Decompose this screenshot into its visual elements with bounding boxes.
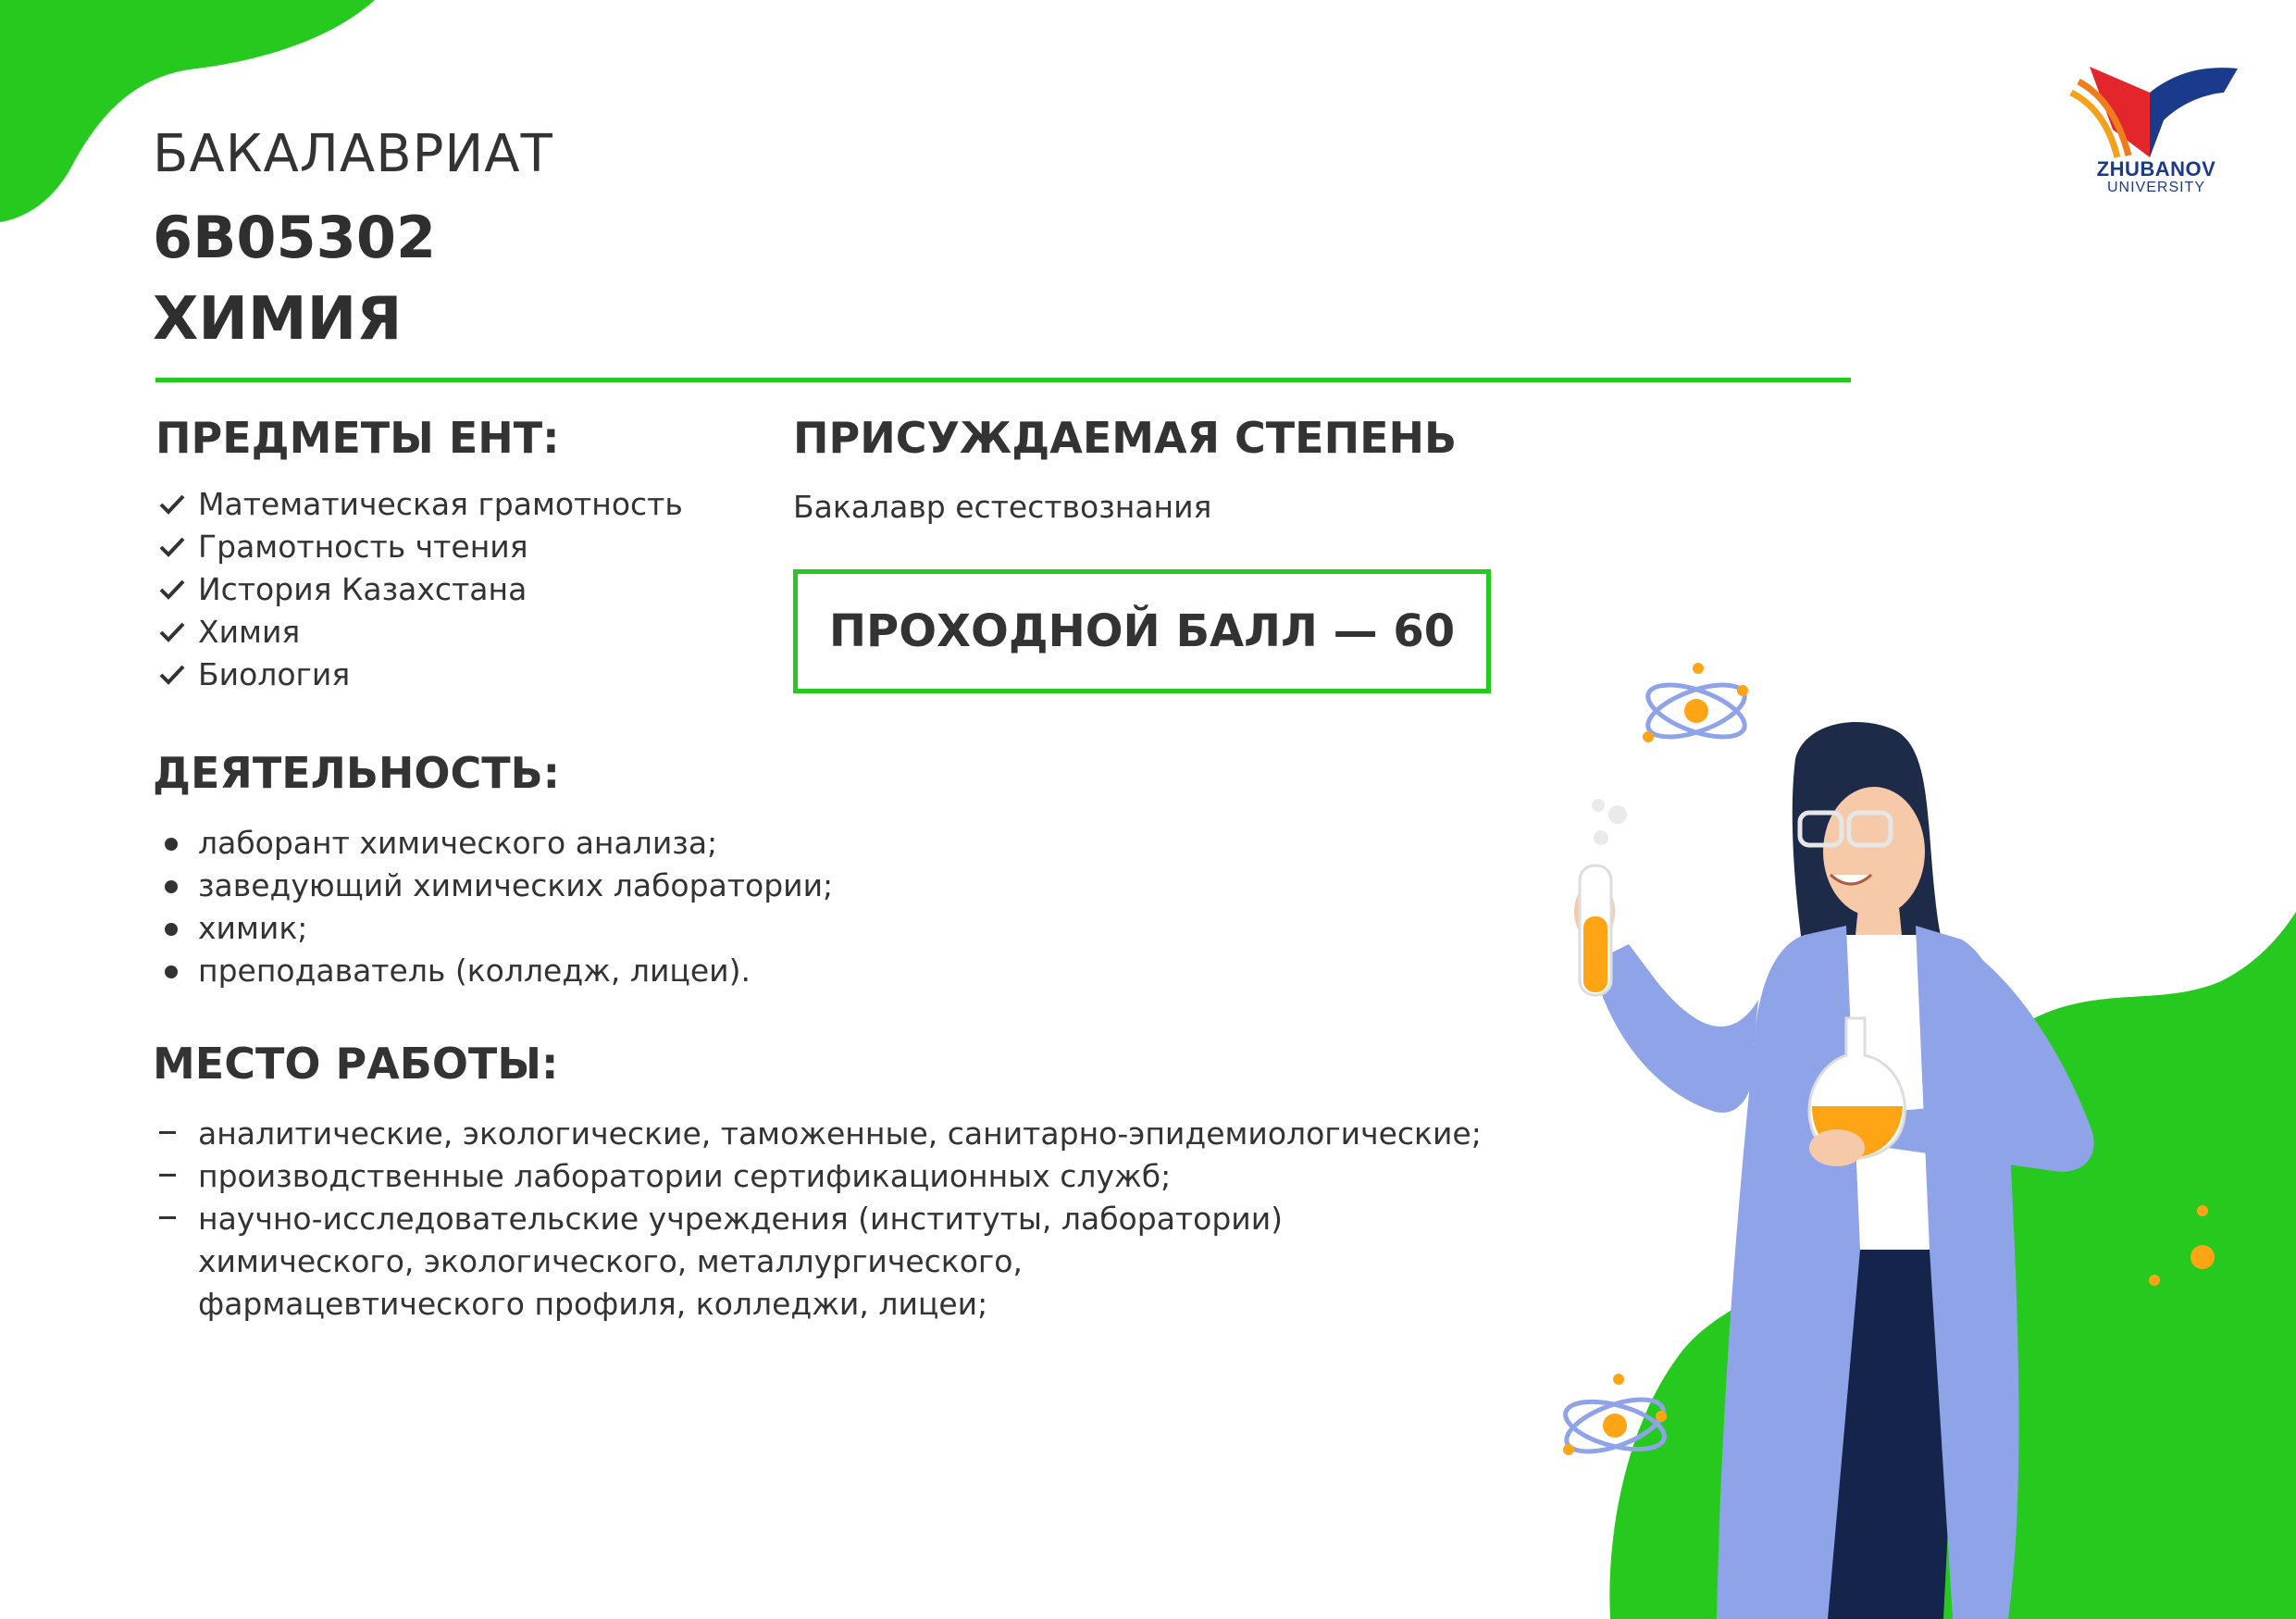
list-item xyxy=(155,1283,1482,1326)
degree-title: ПРИСУЖДАЕМАЯ СТЕПЕНЬ xyxy=(793,413,1458,463)
logo-name: ZHUBANOV xyxy=(2096,157,2216,181)
program-code: 6B05302 xyxy=(153,204,437,271)
passing-score-text: ПРОХОДНОЙ БАЛЛ — 60 xyxy=(828,605,1456,657)
logo-subtitle: UNIVERSITY xyxy=(2106,180,2205,195)
passing-score-box xyxy=(793,569,1491,693)
header-divider xyxy=(155,378,1851,382)
degree-level: БАКАЛАВРИАТ xyxy=(153,124,553,184)
ent-subject-label: Математическая грамотность xyxy=(198,486,683,522)
degree-value: Бакалавр естествознания xyxy=(793,489,1212,525)
list-item xyxy=(155,526,683,568)
list-item xyxy=(155,1155,1482,1198)
list-item xyxy=(155,1240,1482,1283)
list-item xyxy=(155,1113,1482,1155)
check-icon xyxy=(157,531,187,561)
list-item xyxy=(155,611,683,654)
list-item xyxy=(155,483,683,526)
activity-title: ДЕЯТЕЛЬНОСТЬ: xyxy=(153,748,561,798)
check-icon xyxy=(157,616,187,646)
workplace-label: химического, экологического, металлургического, xyxy=(198,1243,1023,1279)
dash-icon xyxy=(159,1174,176,1177)
activity-list xyxy=(155,822,833,992)
ent-subject-label: Химия xyxy=(198,614,301,650)
list-item xyxy=(155,822,833,865)
check-icon xyxy=(157,574,187,604)
bullet-icon xyxy=(165,838,178,851)
check-icon xyxy=(157,489,187,518)
activity-label: лаборант химического анализа; xyxy=(198,825,718,861)
workplace-label: фармацевтического профиля, колледжи, лицеи; xyxy=(198,1286,988,1322)
program-title: ХИМИЯ xyxy=(153,285,403,354)
list-item xyxy=(155,1198,1482,1240)
bullet-icon xyxy=(165,965,178,978)
bullet-icon xyxy=(165,923,178,936)
workplace-label: производственные лаборатории сертификационных служб; xyxy=(198,1158,1172,1194)
check-icon xyxy=(157,659,187,689)
ent-subjects-list xyxy=(155,483,683,696)
dash-icon xyxy=(159,1216,176,1219)
bullet-icon xyxy=(165,880,178,893)
activity-label: химик; xyxy=(198,910,308,946)
list-item xyxy=(155,950,833,992)
activity-label: заведующий химических лаборатории; xyxy=(198,867,834,903)
atom-icon xyxy=(1642,663,1751,747)
list-item xyxy=(155,907,833,950)
workplace-title: МЕСТО РАБОТЫ: xyxy=(153,1039,559,1089)
ent-subject-label: Грамотность чтения xyxy=(198,529,528,565)
workplace-list xyxy=(155,1113,1482,1326)
workplace-label: научно-исследовательские учреждения (институты, лаборатории) xyxy=(198,1201,1284,1237)
list-item xyxy=(155,568,683,611)
workplace-label: аналитические, экологические, таможенные, санитарно-эпидемиологические; xyxy=(198,1115,1482,1152)
ent-subjects-title: ПРЕДМЕТЫ ЕНТ: xyxy=(155,413,560,463)
corner-blob-top-left xyxy=(0,0,375,222)
ent-subject-label: Биология xyxy=(198,656,351,692)
dash-icon xyxy=(159,1131,176,1134)
activity-label: преподаватель (колледж, лицеи). xyxy=(198,953,751,989)
ent-subject-label: История Казахстана xyxy=(198,571,527,607)
list-item xyxy=(155,654,683,696)
list-item xyxy=(155,865,833,907)
